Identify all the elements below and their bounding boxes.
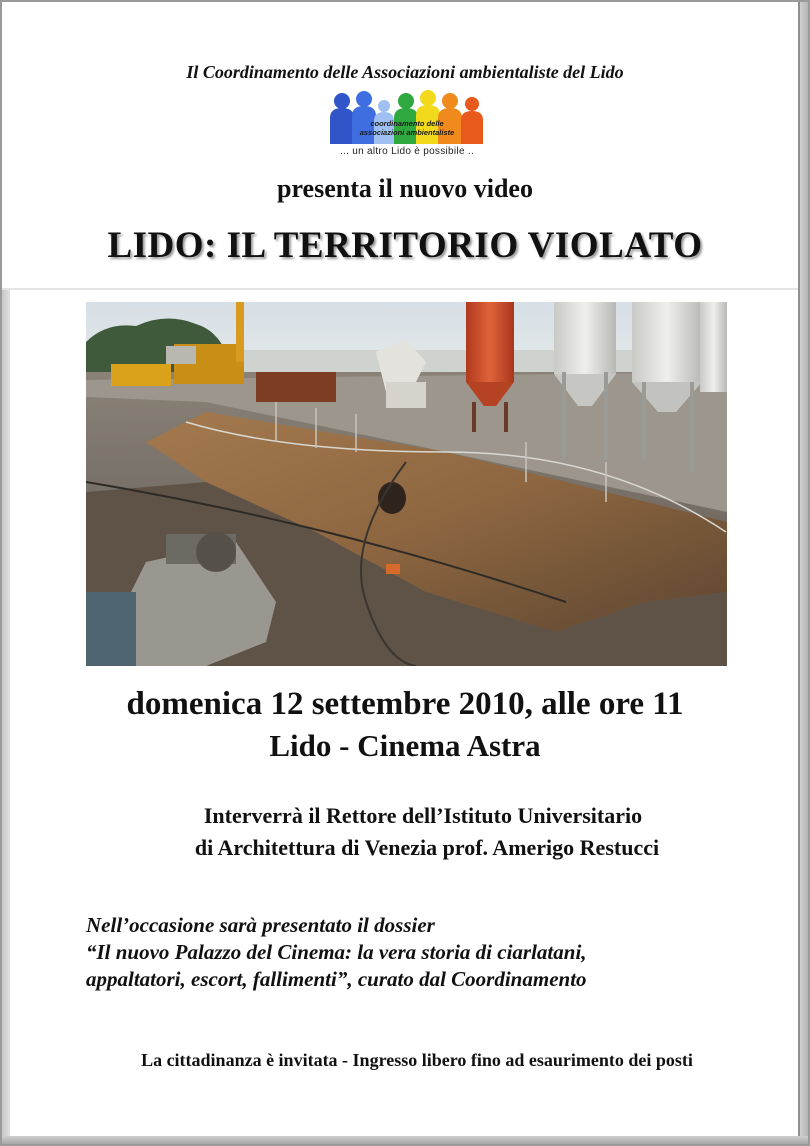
footer-note: La cittadinanza è invitata - Ingresso libero fino ad esaurimento dei posti: [141, 1050, 693, 1070]
dossier-line-1: Nell’occasione sarà presentato il dossier: [86, 913, 435, 937]
frame-left-edge: [2, 290, 10, 1146]
logo-text-line1: coordinamento delle: [370, 119, 444, 128]
dossier-block: [86, 912, 768, 993]
construction-site-photo: [86, 302, 727, 666]
frame-bottom-edge: [2, 1136, 808, 1144]
speaker-line-2: di Architettura di Venezia prof. Amerigo Restucci: [194, 835, 660, 860]
frame-right-shadow: [800, 2, 808, 1144]
logo-tagline: ... un altro Lido è possibile ..: [339, 146, 475, 157]
scan-seam: [2, 288, 800, 290]
event-place: Lido - Cinema Astra: [269, 728, 541, 763]
dossier-line-3: appaltatori, escort, fallimenti”, curato dal Coordinamento: [86, 967, 587, 991]
speaker-block: [2, 800, 808, 864]
dossier-line-2: “Il nuovo Palazzo del Cinema: la vera storia di ciarlatani,: [86, 940, 587, 964]
logo-text-line2: associazioni ambientaliste: [359, 128, 455, 137]
speaker-line-1: Interverrà il Rettore dell’Istituto Universitario: [203, 803, 643, 828]
video-title: LIDO: IL TERRITORIO VIOLATO: [107, 225, 703, 266]
event-date: domenica 12 settembre 2010, alle ore 11: [126, 686, 684, 722]
presents-line: presenta il nuovo video: [277, 174, 533, 203]
organizer-intro: Il Coordinamento delle Associazioni ambientaliste del Lido: [186, 62, 624, 82]
